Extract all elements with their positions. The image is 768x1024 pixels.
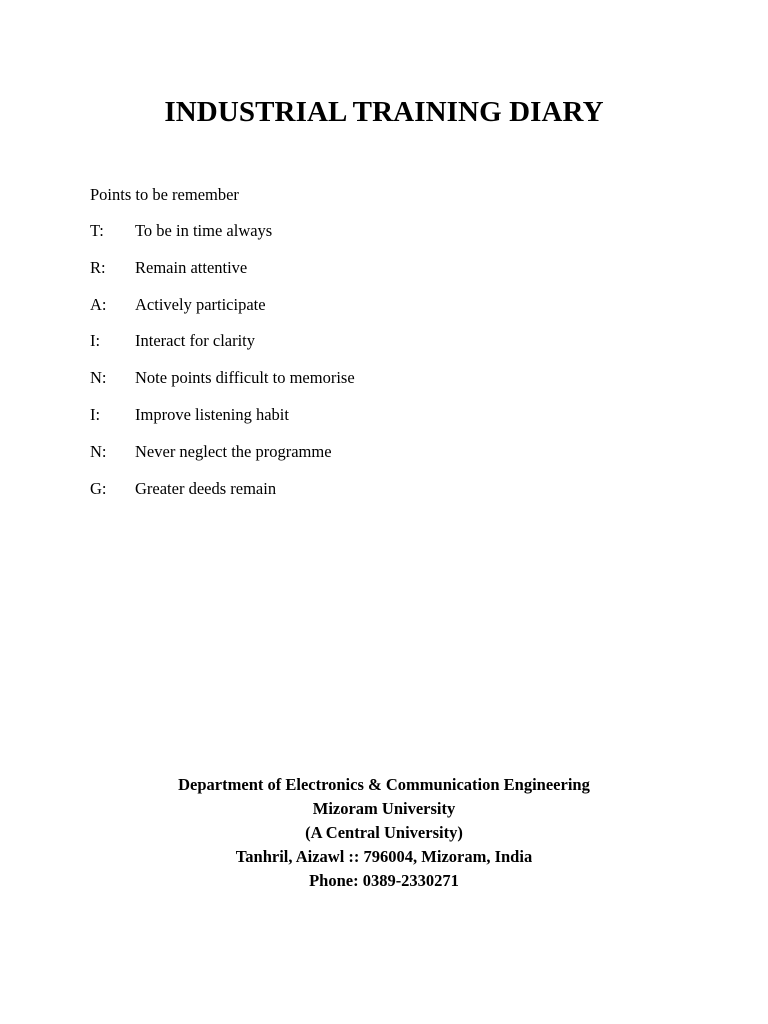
phone-number: Phone: 0389-2330271 xyxy=(309,871,459,890)
list-item xyxy=(90,257,355,294)
university-name: Mizoram University xyxy=(312,799,456,818)
list-item xyxy=(90,478,355,515)
point-letter: T: xyxy=(90,221,104,240)
points-list xyxy=(90,220,355,514)
point-text: Never neglect the programme xyxy=(135,441,332,461)
point-letter: I: xyxy=(90,404,101,424)
point-letter: G: xyxy=(90,478,107,498)
department-name: Department of Electronics & Communication Engineering xyxy=(178,775,590,794)
list-item xyxy=(90,404,355,441)
list-item xyxy=(90,441,355,478)
page-title: INDUSTRIAL TRAINING DIARY xyxy=(164,96,604,128)
postal-address: Tanhril, Aizawl :: 796004, Mizoram, India xyxy=(235,847,533,866)
footer-address-block xyxy=(0,773,768,893)
point-letter: A: xyxy=(90,294,107,314)
list-item xyxy=(90,294,355,331)
list-item xyxy=(90,330,355,367)
point-text: To be in time always xyxy=(135,221,273,240)
point-text: Remain attentive xyxy=(135,257,248,277)
point-letter: N: xyxy=(90,441,107,461)
intro-text: Points to be remember xyxy=(90,185,239,204)
list-item xyxy=(90,220,355,257)
point-text: Note points difficult to memorise xyxy=(135,368,355,388)
point-letter: R: xyxy=(90,257,106,277)
point-text: Actively participate xyxy=(135,294,266,314)
list-item xyxy=(90,367,355,404)
point-letter: I: xyxy=(90,331,101,351)
point-text: Improve listening habit xyxy=(135,404,289,424)
university-type: (A Central University) xyxy=(305,823,463,842)
point-text: Interact for clarity xyxy=(135,331,256,351)
point-text: Greater deeds remain xyxy=(135,478,277,498)
point-letter: N: xyxy=(90,368,107,388)
